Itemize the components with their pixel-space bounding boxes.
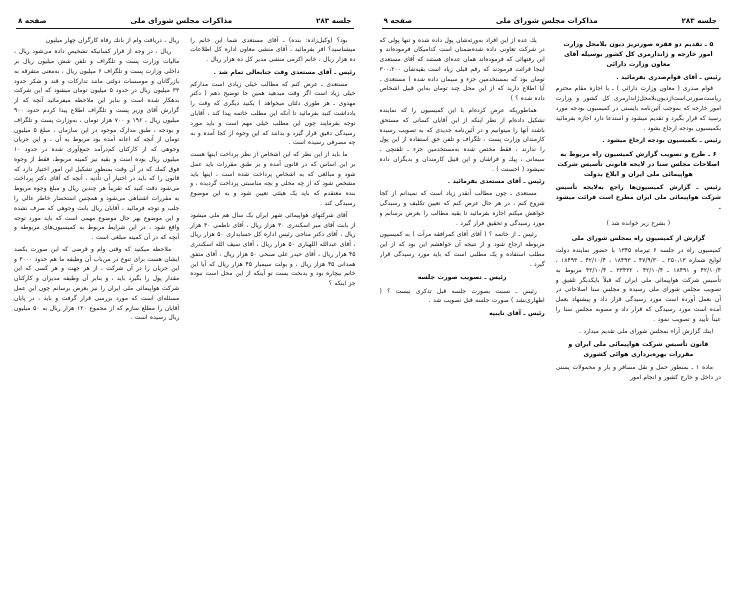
body-paragraph: قوام صدری ( معاون وزارت دارائی ) ـ با اجازه مقام محترم ریاست‌صورتی‌است‌از‌دیون‌بلامحل‌ژاندارمری کل کشور و وزارت امور خارجه که بموجب آئین‌نامه بایستی در کمیسیون بودجه مورد رسید که قرار بگیرد و تقدیم میشود و استدعا دارد اجازه بفرمائید بکمیسیون بودجه ارجاع بشود .	[555, 85, 721, 132]
page-left	[368, 0, 735, 598]
body-paragraph: ملاحظه میکنید که وقتی وام و قرضی که این صورت یکصد ایشان هست برای تنوع در من‌باب آن وظیفه ما هم حدود ۳۰۰۰ و این جریان را در آن شرکت ، از هر جهت و هر کسی که این مقدار پول را بگیرد باید ، و بنابر آن وظیفه مدیران و کارکنان شرکت هواپیمائی ملی ایران را نیز بعرض برسانم چون این عمل مسئله‌ای است که مورد بررسی قرار گرفت و باید ، در پایان آقایان را مطلع سازم که از مجموع ۱۲۰ هزار ریال به ۵۰ میلیون ریال رسیده است .	[14, 245, 180, 322]
body-paragraph: رئیس ـ نسبت بصورت جلسه قبل تذکری نیست ؟ ( اظهاری‌نشد ) صورت جلسه قبل تصویب شد .	[379, 287, 545, 305]
running-head-right	[14, 16, 356, 28]
session-label-right: جلسه ۲۸۳	[316, 16, 352, 25]
body-paragraph: هماطوریکه عرض کرده‌ام با این کمیسیون را که نماینده تشکیل داده‌ام از نظر اینکه از این آقایان کسانی که مستحق باشند آنها را میتوانیم و در آئین‌نامه‌ جدیدی که به تصویب رسیده کارمندان وزارت پست ، تلگراف و تلفن حق استفاده از این پول را ندارند ، فقط مختص شده به‌مستخدمین جزء ـ تلفنچی ـ سیمانی ، پیك و فراشان و این قبیل کارمندان و بدیگران داده نمیشود ( احسنت ) .	[379, 106, 545, 173]
publication-title-right: مذاکرات مجلس شورای ملی	[130, 16, 233, 25]
publication-title-left: مذاکرات مجلس شورای ملی	[495, 16, 598, 25]
body-paragraph: مستعدی ـ عرض کنم که مطالب خیلی زیادی است مدارکم خیلی زیاد است اگر وقت میدهید همین جا توضیح دهم ( دکتر مهدوی ـ هر طوری دلتان میخواهد ) یکنید دیگری که وقت را یادداشت کنید بفرمائید تا آنکه این مطلب خاتمه پیدا کند ، آقایان توجه بفرمایند چون این مطلب خیلی مهم است و باید مورد رسیدگی دقیق قرار گیرد و بدانند که این وجوه از کجا آمده و به چه مصرفی رسیده است .	[190, 80, 356, 147]
columns-right	[14, 36, 356, 572]
reference-numbers-paragraph: کمیسیون راه در جلسه ۶ تیرماه ۱۳۴۵ با حضور نماینده دولت لوایح شماره ۲۵۰،۱۳ ـ ۴۷/۹/۳۰ ـ ۱۸۴۹۳ ، ۴۲/۱۰/۴ ـ ۱۸۴۹۳ ، ۴۲/۱۰/۴ و ۱۸۴۹۱ ـ ۴۲/۱۰/۴ ، ۳۳۴۳۲ ـ ۴۲/۱۰/۴ مربوط به تأسیس شرکت هواپیمائی ملی ایران که قبلاً بایکدیگر تلفیق و تصویب مجلس شورای ملی رسیده و مجلس سنا اصلاحاتی در آن بعمل آورده است مورد رسیدگی قرار داد و پیشنهاد بعمل آمده است مورد رسیدگی که قرار داد و مصوبه مجلس سنا را عیناً تأیید و تصویب نمود .	[555, 247, 721, 323]
law-title: قانون تأسیس شرکت هواپیمائی ملی ایران و مقررات بهره‌برداری هوائی کشوری	[568, 341, 709, 359]
speaker-line: رئیس ـ آقای نایبیه	[489, 310, 545, 318]
body-paragraph: ما باید از این نظر که این اشخاص از نظر پرداخت اینها هست بر این اساس که در قانون آمده و بر طبق مقررات باید عمل شود و مبالغی که به اشخاص پرداخت شده است ، اینها باید مشخص شود که از چه محلی و بچه مناسبتی پرداخت گردیده ، و بنده معتقدم که باید یک هیئتی تعیین شود و به این موضوع رسیدگی کند .	[190, 151, 356, 207]
agenda-item-heading: رئیس ـ تصویب صورت جلسه	[417, 274, 507, 282]
body-paragraph: ریال ، در وجه از قرار کسانیکه تشخیص داده می‌شود ریال ، مالیات وزارت پست و تلگراف و تلفن شش میلیون ریال بر داخلی وزارت پست و تلگراف ۶ میلیون ریال ، به‌معنی متفرقه به بازرگانان و موسسات دولتی مانند تدارکات و قند و شکر حدود ۳۳ میلیون ریال در حدود ۵ میلیون تومان میشود که این شرکت بدهکار شده است و بنابر این ملاحظه میفرمائید آنچه که از گزارش آقای وزیر پست و تلگراف اطلاع پیدا کردم حدود ۹۰۰ میلیون ریال ، ۱۹۶ و ۷۰۰ هزار تومان ، به‌وزارت پست و تلگراف و بودجه ، طبق مدارک موجود در این سازمان ، مبلغ ۵ میلیون تومان از آنچه که اعانه آمده بود مربوط به آن ، و این جریان وجوهی که از کارکنان کم‌درآمد جمع‌آوری شده در حدود ۱۰ میلیون ریال بوده است و بقیه نیز کمیته مربوط، فقط از وجوه فوق کمك که در آن وقت بمنظور تشکیل این امور اختیار دارد که قانون را که باید در اختیار آن تأدیه ، آنچه که آقای دکتر پرداخت می‌شود دقت کنید که تقریباً هر چندین ریال و مبلغ وجوه مربوط به مقررات اشتباهی می‌شود و همچنین استحضار خاطر عالی را جلب و توجه فرمائید ، آقایان ریال بابت وجوهی که صرف نشده و این موضوع بهر حال موضوع مهمی است که باید مورد توجه واقع شود ، در این شرایط مربوط به کمیسیون‌های مربوطه و آنچه که در آن کمیته مبلغی است .	[14, 48, 180, 242]
speaker-line: رئیس ـ بکمیسیون بودجه ارجاع میشود .	[602, 137, 721, 145]
speaker-line: رئیس ـ آقای مستعدی وقت جنابعالی تمام شد .	[213, 68, 356, 76]
stage-direction: ( بشرح زیر خوانده شد )	[606, 219, 671, 227]
body-paragraph: ریال ، دریافت وام از بانك رفاه كارگران چهار میلیون	[45, 36, 180, 44]
column-left-inner	[380, 36, 545, 572]
body-paragraph: بود؟ (وکیل‌زاده: بنده) ـ آقای مستعدی شما این خانم را میشناسید؟ افر بفرمائید ، آقای منشی معاون اداره کل اطلاعات ده هزار ریال ، خانم اکرمی منشی مدیر کل ده هزار ریال .	[190, 36, 356, 64]
article-paragraph: ماده ۱ ـ بمنظور حمل و نقل مسافر و بار و محمولات پستی در داخل و خارج کشور و انجام امور	[555, 364, 721, 382]
column-right-inner	[190, 36, 355, 572]
agenda-item-heading: ۵ ـ تقدیم دو فقره صورتریز دیون بلامحل وزارت امور خارجه و ژاندارمری کل کشور بوسیله آقای معاون وزارت دارائی	[563, 40, 714, 68]
body-paragraph: آقای شرکتهای هواپیمائی شهر ایران یک سال هم ملی میشود از بابت آقای میر اسکندری ۳۰ هزار ریال ، آقای ناظمی ۳۰ هزار ریال ، آقای دکتر مناجی رئیس اداره کل حسابداری ۵۰ هزار ریال ، آقای عبدالله اللهیاری ۵۰ هزار ریال ، آقای سیف الله اسکندری ۴۵ هزار ریال ، آقای حیدر علی صبحی ۵۰ هزار ریال ، آقای متفق همدانی ۴۵ هزار ریال ، و بولت سیمیار ۴۵ هزار ریال که آیا این خانم بیچاره بود و بدبخت بست تو آینکه از این محل است نبوده جز اینکه ؟	[190, 211, 356, 288]
body-paragraph: رئیس ـ از خاتمه ؟ ( آقای آقای کمرافقه مرآت ) به کمیسیون مربوطه ارجاع شود و از نتیجه آن خواهشم این بود که از این مطلب استفاده و یک مطلبی است که باید مورد رسیدگی قرار گیرد .	[379, 231, 545, 268]
column-right-outer	[14, 36, 179, 572]
body-paragraph: یك عده از این افراد به‌ورثه‌شان پول داده شده و تنها پولی که در شرکت تعاونی داده شده‌ضمنان است کدامیکان فرموده‌اند و این رفتهائی که فرموده‌اند همان ‌عده‌ای هستند که آقای مستعدی اینجا قرائت فرمودند که رقم قبلی زیاد است بقیه‌شان ۳۰۰،۲۰۰ تومان بود که بمستخدمین جزء و سیمان داده شده ( مستعدی ـ آیا اطلاع دارید که از این محل چند تومان به‌این قبیل اشخاص داده شده ؟ )	[379, 36, 545, 103]
agenda-item-heading: ۶ ـ طرح و تصویب گزارش کمیسیون راه مربوط به اصلاحات مجلس سنا در لایحه قانونی تأسیس شرکت هواپیمائی ملی ایران و ابلاغ بدولت	[557, 151, 720, 179]
speaker-line: رئیس ـ آقای مستعدی بفرمائید .	[447, 178, 545, 186]
header-rule-left	[382, 28, 720, 29]
report-title: گزارش از کمیسیون راه بمجلس شورای ملی	[571, 235, 706, 243]
page-number-left: صفحه ۹	[383, 16, 413, 25]
speaker-line: رئیس ـ آقای قوام‌صدری بفرمائید .	[616, 73, 721, 81]
column-left-outer	[556, 36, 721, 572]
page-number-right: صفحه ۸	[18, 16, 47, 25]
header-rule-right	[16, 28, 354, 29]
body-paragraph: رئیس ـ گزارش کمیسیون‌ها راجع به‌لایحه تأسیس شرکت هواپیمائی ملی ایران مطرح است قرائت میشود .	[555, 184, 721, 211]
columns-left	[380, 36, 722, 572]
body-paragraph: مستعدی ـ چون مطالب آنقدر زیاد است که نمیدانم از کجا شروع کنم ، در هر حال عرض کنم که تعیین تکلیف و رسیدگی خواهش میکنم اجازه بفرمائید تا بقیه مطالب را بعرض برسانم و مورد رسیدگی و تحقیق قرار گیرد .	[379, 190, 545, 227]
running-head-left	[380, 16, 722, 28]
session-label-left: جلسه ۲۸۳	[681, 16, 717, 25]
body-paragraph: اینك گزارش آراء بمجلس شورای ملی تقدیم میدارد .	[579, 327, 713, 335]
